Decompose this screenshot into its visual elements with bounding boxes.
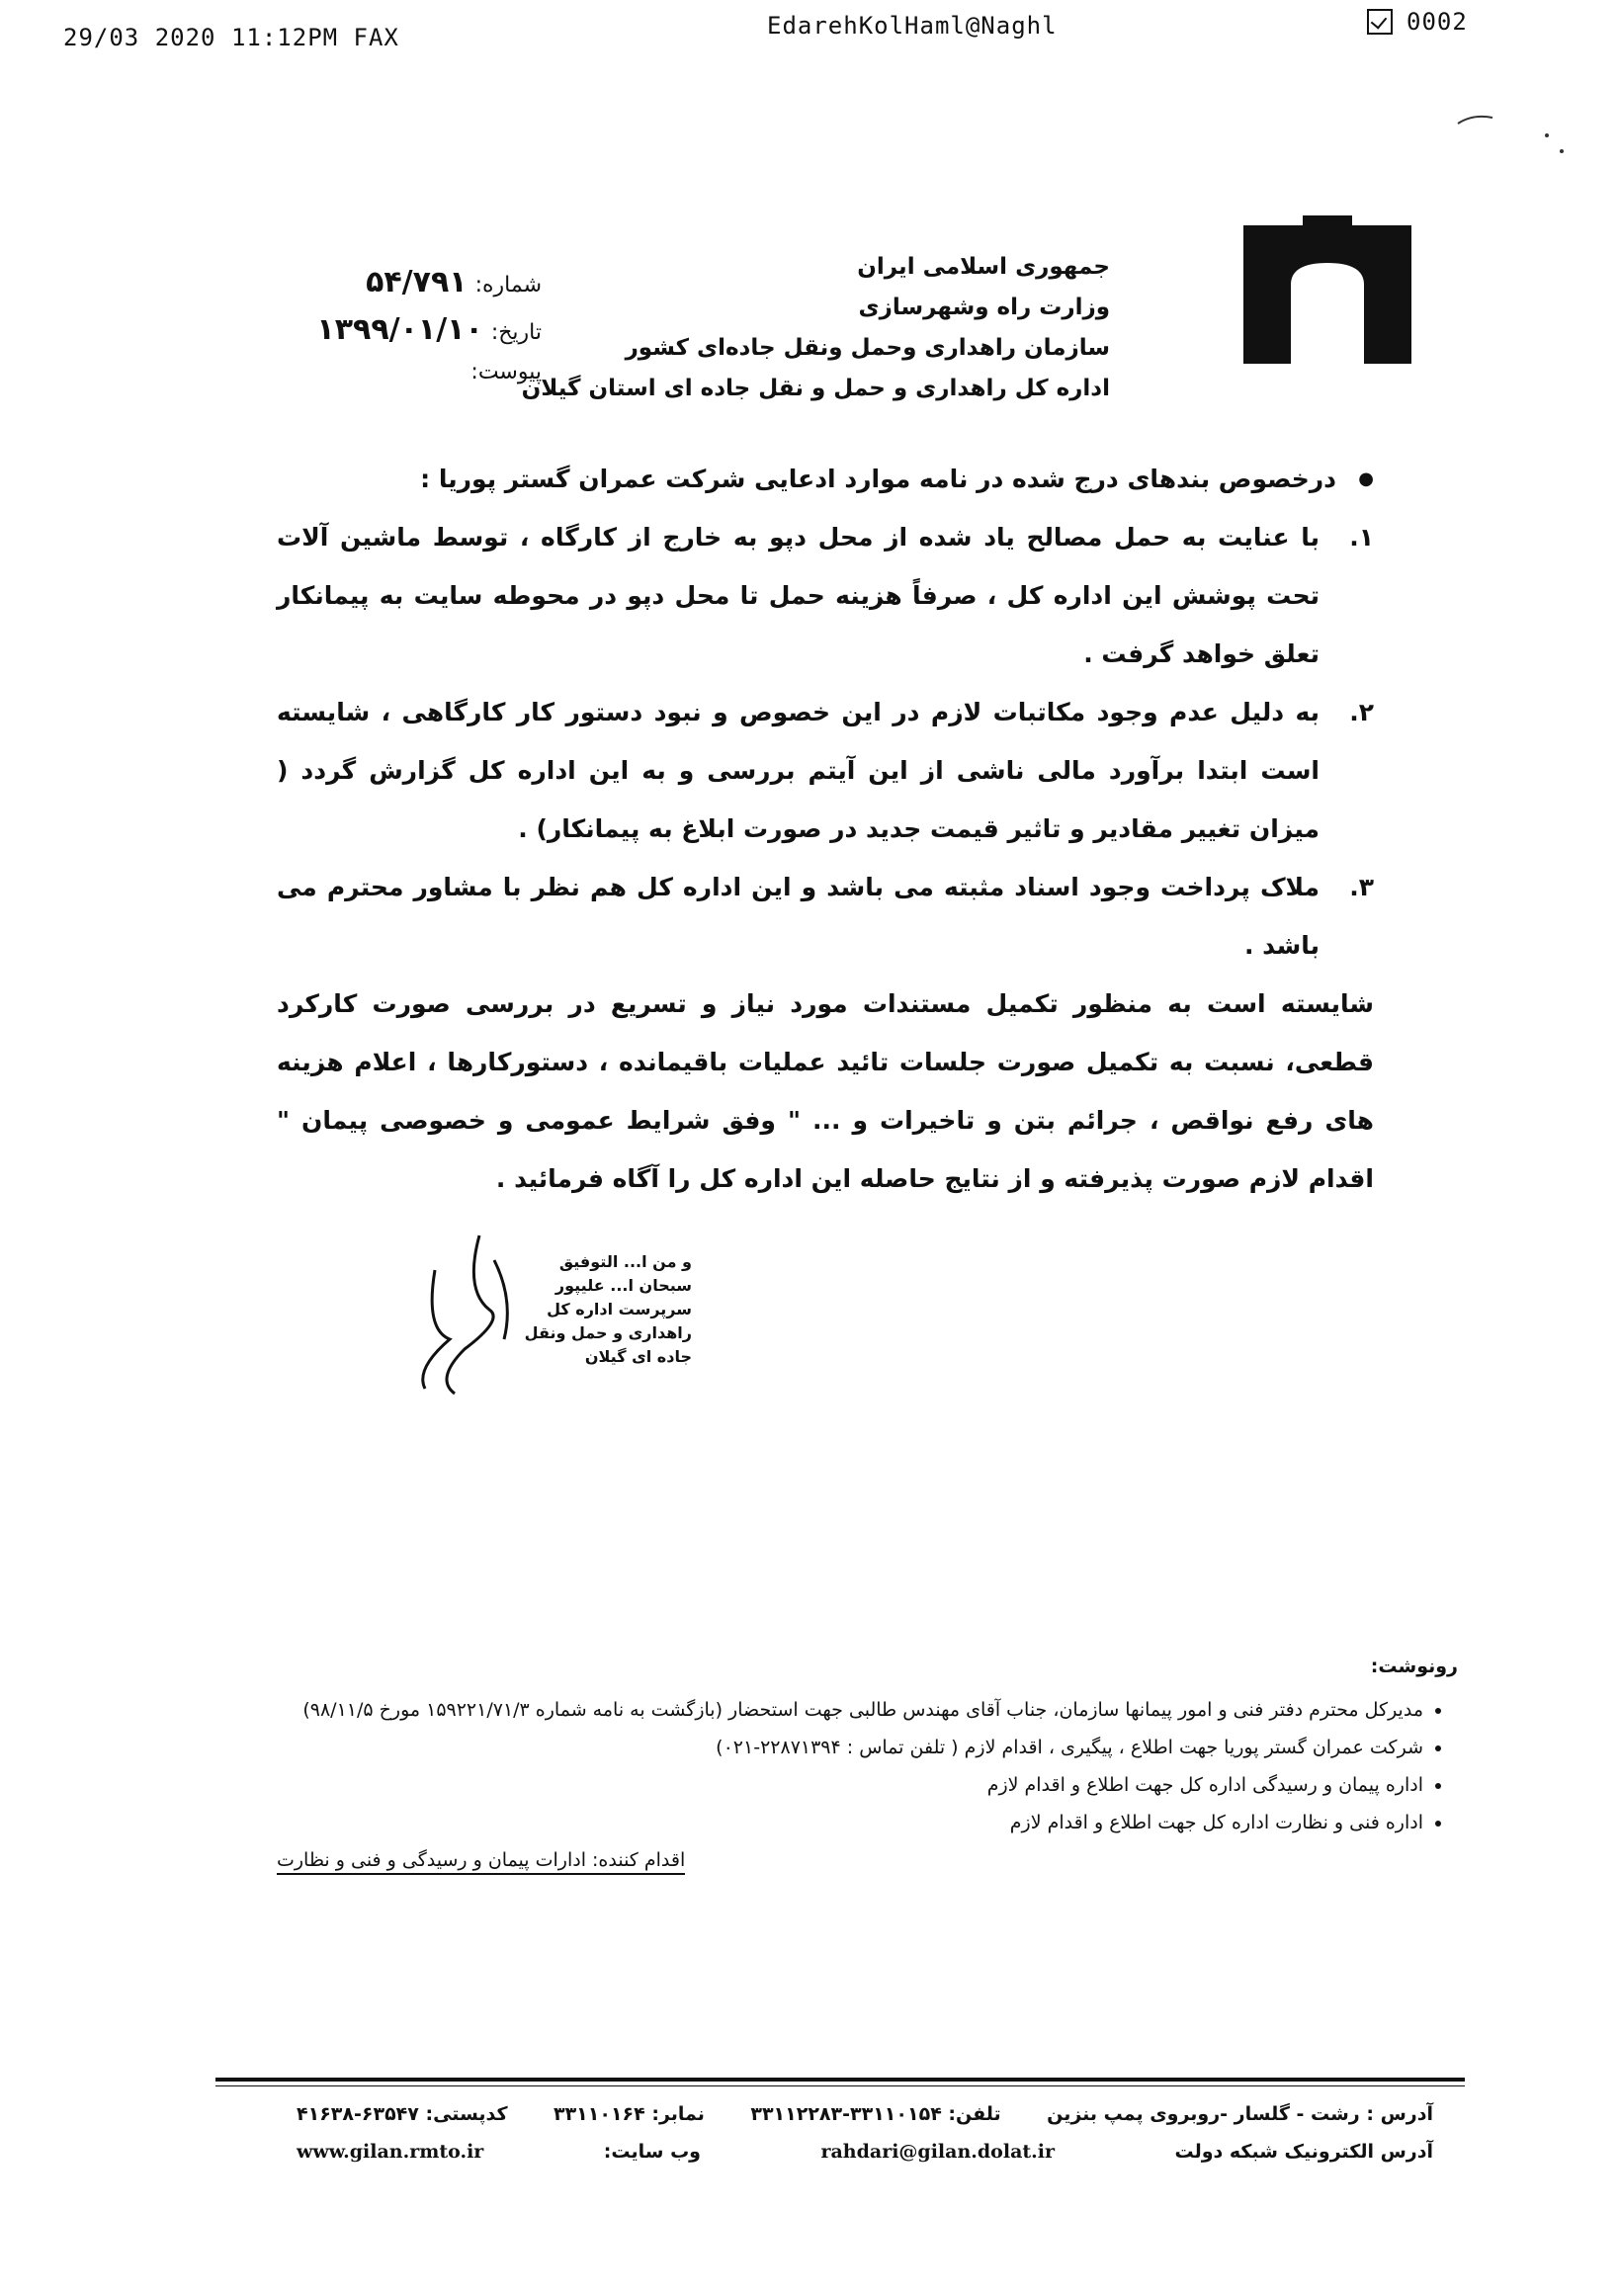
letterhead-line-4: اداره کل راهداری و حمل و نقل جاده ای استان گیلان: [521, 376, 1110, 401]
number-value: ۵۴/۷۹۱: [366, 265, 468, 299]
cc-list: [277, 1691, 1458, 1841]
signature-line-3: سرپرست اداره کل: [547, 1300, 692, 1318]
body-item-3: [277, 858, 1374, 975]
body-closing: شایسته است به منظور تکمیل مستندات مورد نیاز و تسریع در بررسی صورت کارکرد قطعی، نسبت به تکمیل صورت جلسات تائید عملیات باقیمانده ، دستورکارها ، اعلام هزینه های رفع نواقص ، جرائم بتن و تاخیرات و ... " وفق شرایط عمومی و خصوصی پیمان " اقدام لازم صورت پذیرفته و از نتایج حاصله این اداره کل را آگاه فرمائید .: [277, 989, 1374, 1193]
cc-item: • شرکت عمران گستر پوریا جهت اطلاع ، پیگیری ، اقدام لازم ( تلفن تماس : ۲۲۸۷۱۳۹۴-۰۲۱): [277, 1729, 1423, 1766]
cc-action: اقدام کننده: ادارات پیمان و رسیدگی و فنی و نظارت: [277, 1849, 685, 1875]
date-row: [314, 312, 542, 360]
letterhead-line-2: وزارت راه وشهرسازی: [858, 295, 1110, 320]
footer-phone: تلفن: ۳۳۱۱۰۱۵۴-۳۳۱۱۲۲۸۳: [750, 2103, 1001, 2125]
footer-rule-thin: [215, 2085, 1465, 2086]
date-label: تاریخ:: [490, 320, 542, 345]
cc-item: • مدیرکل محترم دفتر فنی و امور پیمانها سازمان، جناب آقای مهندس طالبی جهت استحضار (بازگشت به نامه شماره ۱۵۹۲۲۱/۷۱/۳ مورخ ۹۸/۱۱/۵): [277, 1691, 1423, 1729]
letterhead-line-1: جمهوری اسلامی ایران: [857, 254, 1110, 280]
attachment-row: [314, 360, 542, 407]
footer-fax: نمابر: ۳۳۱۱۰۱۶۴: [553, 2103, 705, 2125]
footer-website[interactable]: www.gilan.rmto.ir: [297, 2141, 484, 2163]
footer: [297, 2103, 1433, 2178]
signature-line-1: و من ا... التوفیق: [558, 1252, 692, 1271]
footer-postal: کدپستی: ۶۳۵۴۷-۴۱۶۳۸: [297, 2103, 508, 2125]
body-item-text: ملاک پرداخت وجود اسناد مثبته می باشد و این اداره کل هم نظر با مشاور محترم می باشد .: [277, 873, 1320, 960]
number-label: شماره:: [474, 273, 542, 298]
cc-item: • اداره پیمان و رسیدگی اداره کل جهت اطلاع و اقدام لازم: [277, 1766, 1423, 1804]
cc-item: • اداره فنی و نظارت اداره کل جهت اطلاع و اقدام لازم: [277, 1804, 1423, 1841]
body-item-text: با عنایت به حمل مصالح یاد شده از محل دپو به خارج از کارگاه ، توسط ماشین آلات تحت پوشش این اداره کل ، صرفاً هزینه حمل تا محل دپو در محوطه سایت به پیمانکار تعلق خواهد گرفت .: [277, 523, 1320, 668]
footer-rule: [215, 2078, 1465, 2082]
body-item-number: ۱.: [1349, 523, 1374, 552]
footer-line-1: [297, 2103, 1433, 2141]
date-value: ۱۳۹۹/۰۱/۱۰: [316, 312, 483, 347]
body-intro: ● درخصوص بندهای درج شده در نامه موارد ادعایی شرکت عمران گستر پوریا :: [277, 450, 1374, 508]
attachment-label: پیوست:: [470, 360, 542, 384]
footer-line-2: [297, 2141, 1433, 2178]
footer-website-label: وب سایت:: [603, 2141, 701, 2163]
body-item-text: به دلیل عدم وجود مکاتبات لازم در این خصوص و نبود دستور کار کارگاهی ، شایسته است ابتدا برآورد مالی ناشی از این آیتم بررسی و به این اداره کل گزارش گردد ( میزان تغییر مقادیر و تاثیر قیمت جدید در صورت ابلاغ به پیمانکار) .: [277, 698, 1320, 843]
letter-body: [277, 450, 1374, 1208]
body-item-2: [277, 683, 1374, 858]
body-item-number: ۲.: [1349, 698, 1374, 726]
letterhead-line-3: سازمان راهداری وحمل ونقل جاده‌ای کشور: [625, 335, 1110, 361]
cc-section: [277, 1656, 1458, 1875]
fax-sender: EdarehKolHaml@Naghl: [767, 12, 1058, 40]
number-row: [314, 265, 542, 312]
fax-page-number: 0002: [1406, 8, 1468, 36]
checkbox-icon: [1367, 9, 1393, 35]
ministry-logo: [1243, 215, 1411, 364]
letter-meta: [314, 265, 542, 407]
footer-email-label: آدرس الکترونیک شبکه دولت: [1174, 2141, 1433, 2163]
signature-block: [484, 1250, 692, 1369]
fax-datetime: 29/03 2020 11:12PM FAX: [63, 24, 399, 51]
body-item-1: [277, 508, 1374, 683]
cc-title: رونوشت:: [1370, 1656, 1458, 1677]
body-item-number: ۳.: [1349, 873, 1374, 901]
fax-page-block: [1367, 8, 1468, 36]
signature-line-4: راهداری و حمل ونقل جاده ای گیلان: [524, 1323, 692, 1366]
signature-line-2: سبحان ا... علیپور: [554, 1276, 692, 1295]
scan-mark: [1453, 104, 1591, 163]
footer-email[interactable]: rahdari@gilan.dolat.ir: [820, 2141, 1055, 2163]
footer-address: آدرس : رشت - گلسار -روبروی پمپ بنزین: [1047, 2103, 1433, 2125]
